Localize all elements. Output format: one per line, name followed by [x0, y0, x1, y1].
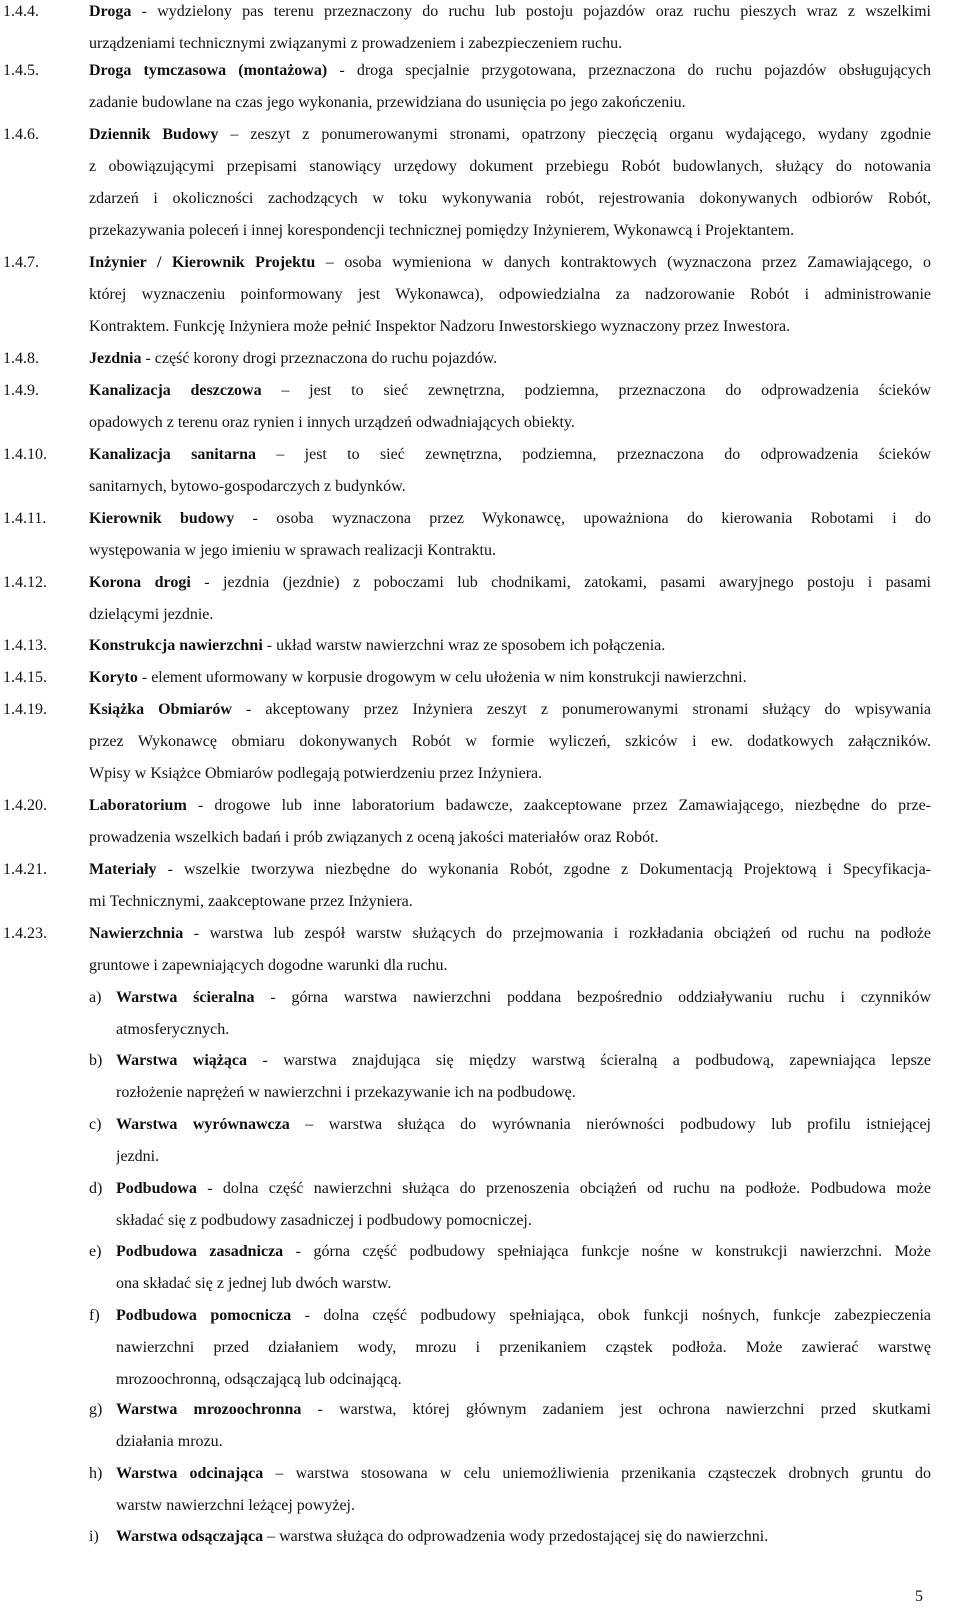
defined-term: Laboratorium: [89, 797, 187, 814]
definition-text: - warstwa, której głównym zadaniem jest ochrona nawierzchni przed skutkami: [301, 1401, 931, 1418]
subitem-line: [116, 1336, 931, 1360]
definition-line: [89, 475, 931, 499]
definition-text: dzielącymi jezdnie.: [89, 606, 214, 623]
defined-term: Jezdnia: [89, 350, 142, 367]
definition-text: ona składać się z jednej lub dwóch warstw.: [116, 1275, 392, 1292]
section-number: 1.4.20.: [3, 797, 47, 814]
definition-line: [89, 634, 931, 658]
definition-line: [89, 730, 931, 754]
definition-text: mrozoochronną, odsączającą lub odcinającą.: [116, 1371, 402, 1388]
definition-text: prowadzenia wszelkich badań i prób związanych z oceną jakości materiałów oraz Robót.: [89, 829, 659, 846]
defined-term: Koryto: [89, 669, 138, 686]
definition-line: [89, 91, 931, 115]
definition-text: Kontraktem. Funkcję Inżyniera może pełnić Inspektor Nadzoru Inwestorskiego wyznaczony przez Inwestora.: [89, 318, 791, 335]
definition-text: - warstwa znajdująca się między warstwą ścieralną a podbudową, zapewniająca lepsze: [247, 1052, 931, 1069]
definition-text: występowania w jego imieniu w sprawach realizacji Kontraktu.: [89, 542, 496, 559]
definition-line: [89, 794, 931, 818]
defined-term: Kanalizacja sanitarna: [89, 446, 256, 463]
defined-term: Podbudowa: [116, 1180, 197, 1197]
definition-text: – warstwa służąca do wyrównania nierówności podbudowy lub profilu istniejącej: [289, 1116, 931, 1133]
defined-term: Materiały: [89, 861, 157, 878]
definition-line: [89, 539, 931, 563]
subitem-line: [116, 1177, 931, 1201]
subitem-letter: f): [89, 1307, 100, 1324]
definition-text: Wpisy w Książce Obmiarów podlegają potwierdzeniu przez Inżyniera.: [89, 765, 543, 782]
definition-text: warstw nawierzchni leżącej powyżej.: [116, 1497, 355, 1514]
defined-term: Nawierzchnia: [89, 925, 184, 942]
defined-term: Warstwa odcinająca: [116, 1465, 264, 1482]
section-number: 1.4.9.: [3, 382, 39, 399]
section-number: 1.4.10.: [3, 446, 47, 463]
defined-term: Korona drogi: [89, 574, 191, 591]
definition-text: - dolna część podbudowy spełniająca, obok funkcji nośnych, funkcje zabezpieczenia: [291, 1307, 931, 1324]
definition-line: [89, 187, 931, 211]
definition-text: – warstwa służąca do odprowadzenia wody przedostającej się do nawierzchni.: [263, 1528, 769, 1545]
definition-text: - drogowe lub inne laboratorium badawcze, zaakceptowane przez Zamawiającego, niezbędne do prze-: [186, 797, 931, 814]
subitem-line: [116, 1240, 931, 1264]
definition-line: [89, 283, 931, 307]
subitem-line: [116, 1209, 931, 1233]
definition-text: - akceptowany przez Inżyniera zeszyt z ponumerowanymi stronami służący do wpisywania: [231, 701, 931, 718]
definition-line: [89, 666, 931, 690]
definition-text: - układ warstw nawierzchni wraz ze sposobem ich połączenia.: [262, 637, 666, 654]
definition-text: atmosferycznych.: [116, 1021, 230, 1038]
definition-text: - warstwa lub zespół warstw służących do przejmowania i rozkładania obciążeń od ruchu na podłoże: [183, 925, 931, 942]
defined-term: Podbudowa pomocnicza: [116, 1307, 292, 1324]
defined-term: Kierownik budowy: [89, 510, 235, 527]
definition-text: przekazywania poleceń i innej korespondencji technicznej pomiędzy Inżynierem, Wykonawcą i Projektantem.: [89, 222, 795, 239]
definition-text: - górna część podbudowy spełniająca funkcje nośne w konstrukcji nawierzchni. Może: [283, 1243, 931, 1260]
subitem-line: [116, 1272, 931, 1296]
section-number: 1.4.21.: [3, 861, 47, 878]
subitem-line: [116, 1430, 931, 1454]
section-number: 1.4.13.: [3, 637, 47, 654]
definition-text: zdarzeń i okoliczności zachodzących w toku wykonywania robót, rejestrowania dokonywanych odbiorów Robót,: [89, 190, 931, 207]
definition-text: – zeszyt z ponumerowanymi stronami, opatrzony pieczęcią organu wydającego, wydany zgodnie: [218, 126, 931, 143]
section-number: 1.4.7.: [3, 254, 39, 271]
subitem-line: [116, 1304, 931, 1328]
definition-text: - górna warstwa nawierzchni poddana bezpośrednio oddziaływaniu ruchu i czynników: [254, 989, 931, 1006]
definition-text: – jest to sieć zewnętrzna, podziemna, przeznaczona do odprowadzenia ścieków: [261, 382, 931, 399]
defined-term: Warstwa wyrównawcza: [116, 1116, 290, 1133]
subitem-letter: i): [89, 1528, 99, 1545]
defined-term: Warstwa wiążąca: [116, 1052, 247, 1069]
subitem-line: [116, 1081, 931, 1105]
subitem-line: [116, 1113, 931, 1137]
definition-line: [89, 155, 931, 179]
definition-line: [89, 59, 931, 83]
definition-text: - część korony drogi przeznaczona do ruchu pojazdów.: [141, 350, 498, 367]
definition-text: - element uformowany w korpusie drogowym w celu ułożenia w nim konstrukcji nawierzchni.: [137, 669, 747, 686]
definition-line: [89, 762, 931, 786]
definition-line: [89, 379, 931, 403]
definition-text: – warstwa stosowana w celu uniemożliwienia przenikania cząsteczek drobnych gruntu do: [263, 1465, 931, 1482]
section-number: 1.4.23.: [3, 925, 47, 942]
definition-line: [89, 315, 931, 339]
definition-text: opadowych z terenu oraz rynien i innych urządzeń odwadniających obiekty.: [89, 414, 575, 431]
subitem-letter: d): [89, 1180, 103, 1197]
definition-text: której wyznaczeniu poinformowany jest Wykonawca), odpowiedzialna za nadzorowanie Robót i administrowanie: [89, 286, 931, 303]
definition-line: [89, 443, 931, 467]
definition-line: [89, 0, 931, 24]
definition-line: [89, 954, 931, 978]
definition-line: [89, 251, 931, 275]
defined-term: Podbudowa zasadnicza: [116, 1243, 284, 1260]
definition-text: składać się z podbudowy zasadniczej i podbudowy pomocniczej.: [116, 1212, 532, 1229]
defined-term: Inżynier / Kierownik Projektu: [89, 254, 316, 271]
subitem-line: [116, 1145, 931, 1169]
definition-text: - jezdnia (jezdnie) z poboczami lub chodnikami, zatokami, pasami awaryjnego postoju i pasami: [190, 574, 931, 591]
definition-line: [89, 890, 931, 914]
definition-text: działania mrozu.: [116, 1433, 223, 1450]
subitem-letter: b): [89, 1052, 103, 1069]
section-number: 1.4.5.: [3, 62, 39, 79]
section-number: 1.4.6.: [3, 126, 39, 143]
subitem-letter: e): [89, 1243, 102, 1260]
subitem-line: [116, 1018, 931, 1042]
defined-term: Warstwa odsączająca: [116, 1528, 264, 1545]
section-number: 1.4.8.: [3, 350, 39, 367]
subitem-letter: g): [89, 1401, 103, 1418]
section-number: 1.4.15.: [3, 669, 47, 686]
subitem-line: [116, 1368, 931, 1392]
subitem-line: [116, 1525, 931, 1549]
definition-text: z obowiązującymi przepisami stanowiący urzędowy dokument przebiegu Robót budowlanych, służący do notowania: [89, 158, 931, 175]
definition-text: zadanie budowlane na czas jego wykonania, przewidziana do usunięcia po jego zakończeniu.: [89, 94, 686, 111]
definition-text: - osoba wyznaczona przez Wykonawcę, upoważniona do kierowania Robotami i do: [234, 510, 931, 527]
definition-text: rozłożenie naprężeń w nawierzchni i przekazywanie ich na podbudowę.: [116, 1084, 576, 1101]
defined-term: Droga tymczasowa (montażowa): [89, 62, 328, 79]
section-number: 1.4.19.: [3, 701, 47, 718]
defined-term: Dziennik Budowy: [89, 126, 219, 143]
definition-line: [89, 32, 931, 56]
definition-text: - droga specjalnie przygotowana, przeznaczona do ruchu pojazdów obsługujących: [327, 62, 931, 79]
definition-line: [89, 219, 931, 243]
section-number: 1.4.11.: [3, 510, 47, 527]
subitem-letter: h): [89, 1465, 103, 1482]
section-number: 1.4.12.: [3, 574, 47, 591]
definition-text: gruntowe i zapewniających dogodne warunki dla ruchu.: [89, 957, 448, 974]
defined-term: Warstwa mrozoochronna: [116, 1401, 302, 1418]
definition-line: [89, 603, 931, 627]
subitem-line: [116, 1398, 931, 1422]
definition-text: urządzeniami technicznymi związanymi z prowadzeniem i zabezpieczeniem ruchu.: [89, 35, 623, 52]
definition-text: przez Wykonawcę obmiaru dokonywanych Robót w formie wyliczeń, szkiców i ew. dodatkowych załączników.: [89, 733, 931, 750]
subitem-line: [116, 986, 931, 1010]
definition-line: [89, 571, 931, 595]
subitem-letter: a): [89, 989, 102, 1006]
definition-line: [89, 858, 931, 882]
section-number: 1.4.4.: [3, 3, 39, 20]
subitem-letter: c): [89, 1116, 102, 1133]
page-number: 5: [915, 1588, 923, 1605]
definition-text: – osoba wymieniona w danych kontraktowych (wyznaczona przez Zamawiającego, o: [315, 254, 931, 271]
definition-line: [89, 123, 931, 147]
definition-text: nawierzchni przed działaniem wody, mrozu i przenikaniem cząstek podłoża. Może zawierać warstwę: [116, 1339, 931, 1356]
definition-text: sanitarnych, bytowo-gospodarczych z budynków.: [89, 478, 406, 495]
subitem-line: [116, 1049, 931, 1073]
defined-term: Warstwa ścieralna: [116, 989, 255, 1006]
definition-text: - dolna część nawierzchni służąca do przenoszenia obciążeń od ruchu na podłoże. Podbudowa może: [196, 1180, 931, 1197]
definition-text: mi Technicznymi, zaakceptowane przez Inżyniera.: [89, 893, 413, 910]
defined-term: Kanalizacja deszczowa: [89, 382, 262, 399]
defined-term: Konstrukcja nawierzchni: [89, 637, 263, 654]
definition-line: [89, 507, 931, 531]
definition-text: – jest to sieć zewnętrzna, podziemna, przeznaczona do odprowadzenia ścieków: [256, 446, 931, 463]
definition-text: - wszelkie tworzywa niezbędne do wykonania Robót, zgodne z Dokumentacją Projektową i Specyfikacja-: [156, 861, 931, 878]
defined-term: Książka Obmiarów: [89, 701, 232, 718]
definition-line: [89, 347, 931, 371]
definition-text: - wydzielony pas terenu przeznaczony do ruchu lub postoju pojazdów oraz ruchu pieszych wraz z wszelkimi: [131, 3, 931, 20]
defined-term: Droga: [89, 3, 132, 20]
definition-line: [89, 826, 931, 850]
definition-line: [89, 411, 931, 435]
subitem-line: [116, 1494, 931, 1518]
definition-line: [89, 698, 931, 722]
definition-line: [89, 922, 931, 946]
definition-text: jezdni.: [116, 1148, 160, 1165]
subitem-line: [116, 1462, 931, 1486]
